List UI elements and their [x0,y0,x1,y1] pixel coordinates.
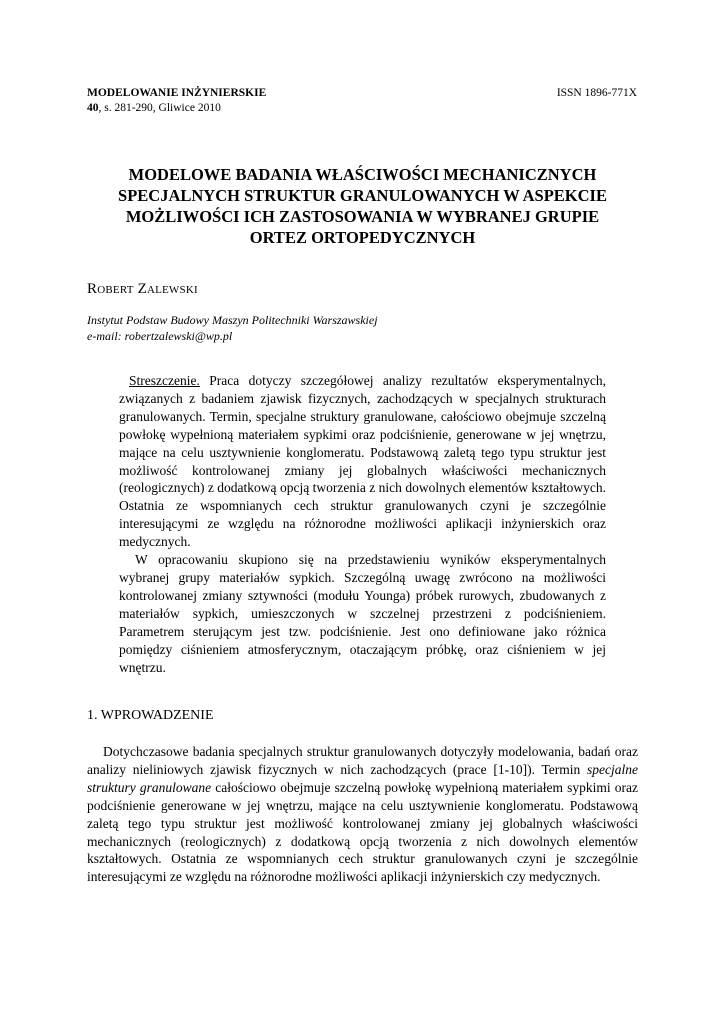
author-affiliation [87,312,378,344]
abstract [119,372,606,676]
abstract-text-1: Praca dotyczy szczegółowej analizy rezultatów eksperymentalnych, związanych z badaniem zjawisk fizycznych, zachodzących w specjalnych strukturach granulowanych. Termin, specjalne struktury granulowane, całościowo obejmuje szczelną powłokę wypełnioną materiałem sypkimi oraz podciśnienie, generowane w jej wnętrzu, mające na celu usztywnienie konglomeratu. Podstawową zaletą tego typu struktur jest możliwość kontrolowanej zmiany jej globalnych właściwości mechanicznych (reologicznych) z dodatkową opcją tworzenia z nich dowolnych elementów kształtowych. Ostatnia ze wspomnianych cech struktur granulowanych czyni je szczególnie interesującymi ze względu na różnorodne możliwości aplikacji inżynierskich oraz medycznych. [119,373,606,550]
journal-pages-place: , s. 281-290, Gliwice 2010 [98,102,221,114]
author-name [87,281,198,298]
author-first-rest: obert [97,281,134,297]
issn-number: ISSN 1896-771X [556,87,637,99]
section-heading: 1. WPROWADZENIE [87,708,214,723]
title-line: MOŻLIWOŚCI ICH ZASTOSOWANIA W WYBRANEJ GRUPIE [125,207,600,226]
author-last-rest: alewski [146,281,198,297]
intro-text-1: Dotychczasowe badania specjalnych struktur granulowanych dotyczyły modelowania, badań oraz analizy nieliniowych zjawisk fizycznych w nich zachodzących (prace [1-10]). Termin [87,744,638,777]
author-first-initial: R [87,281,98,297]
affiliation-email: e-mail: robertzalewski@wp.pl [87,329,233,343]
title-line: ORTEZ ORTOPEDYCZNYCH [249,228,476,247]
abstract-paragraph-1 [119,372,606,551]
paper-title [87,164,638,248]
intro-paragraph [87,743,638,886]
intro-body [87,743,638,886]
title-line: SPECJALNYCH STRUKTUR GRANULOWANYCH W ASPEKCIE [118,186,607,205]
intro-text-2: całościowo obejmuje szczelną powłokę wypełnioną materiałem sypkimi oraz podciśnienie generowane w jej wnętrzu, mające na celu usztywnienie konglomeratu. Podstawową zaletą tego typu struktur jest możliwość kontrolowanej zmiany jej globalnych właściwości mechanicznych (reologicznych) z dodatkową opcją tworzenia z nich dowolnych elementów kształtowych. Ostatnia ze wspomnianych cech struktur granulowanych czyni je szczególnie interesującymi ze względu na różnorodne możliwości aplikacji inżynierskich czy medycznych. [87,779,639,885]
title-line: MODELOWE BADANIA WŁAŚCIWOŚCI MECHANICZNYCH [128,165,597,184]
journal-header [87,86,266,116]
affiliation-institute: Instytut Podstaw Budowy Maszyn Politechniki Warszawskiej [87,313,378,327]
journal-volume: 40 [87,102,99,114]
intro-term: specjalne struktury granulowane [87,761,638,795]
journal-name: MODELOWANIE INŻYNIERSKIE [87,87,267,99]
abstract-label: Streszczenie. [129,373,200,388]
journal-issue [87,101,266,116]
author-last-initial: Z [137,281,147,297]
abstract-paragraph-2: W opracowaniu skupiono się na przedstawieniu wyników eksperymentalnych wybranej grupy materiałów sypkich. Szczególną uwagę zwrócono na możliwości kontrolowanej zmiany sztywności (modułu Younga) próbek rurowych, zbudowanych z materiałów sypkich, umieszczonych w szczelnej przestrzeni z podciśnieniem. Parametrem sterującym jest tzw. podciśnienie. Jest ono definiowane jako różnica pomiędzy ciśnieniem atmosferycznym, otaczającym próbkę, oraz ciśnieniem w jej wnętrzu. [119,552,606,675]
